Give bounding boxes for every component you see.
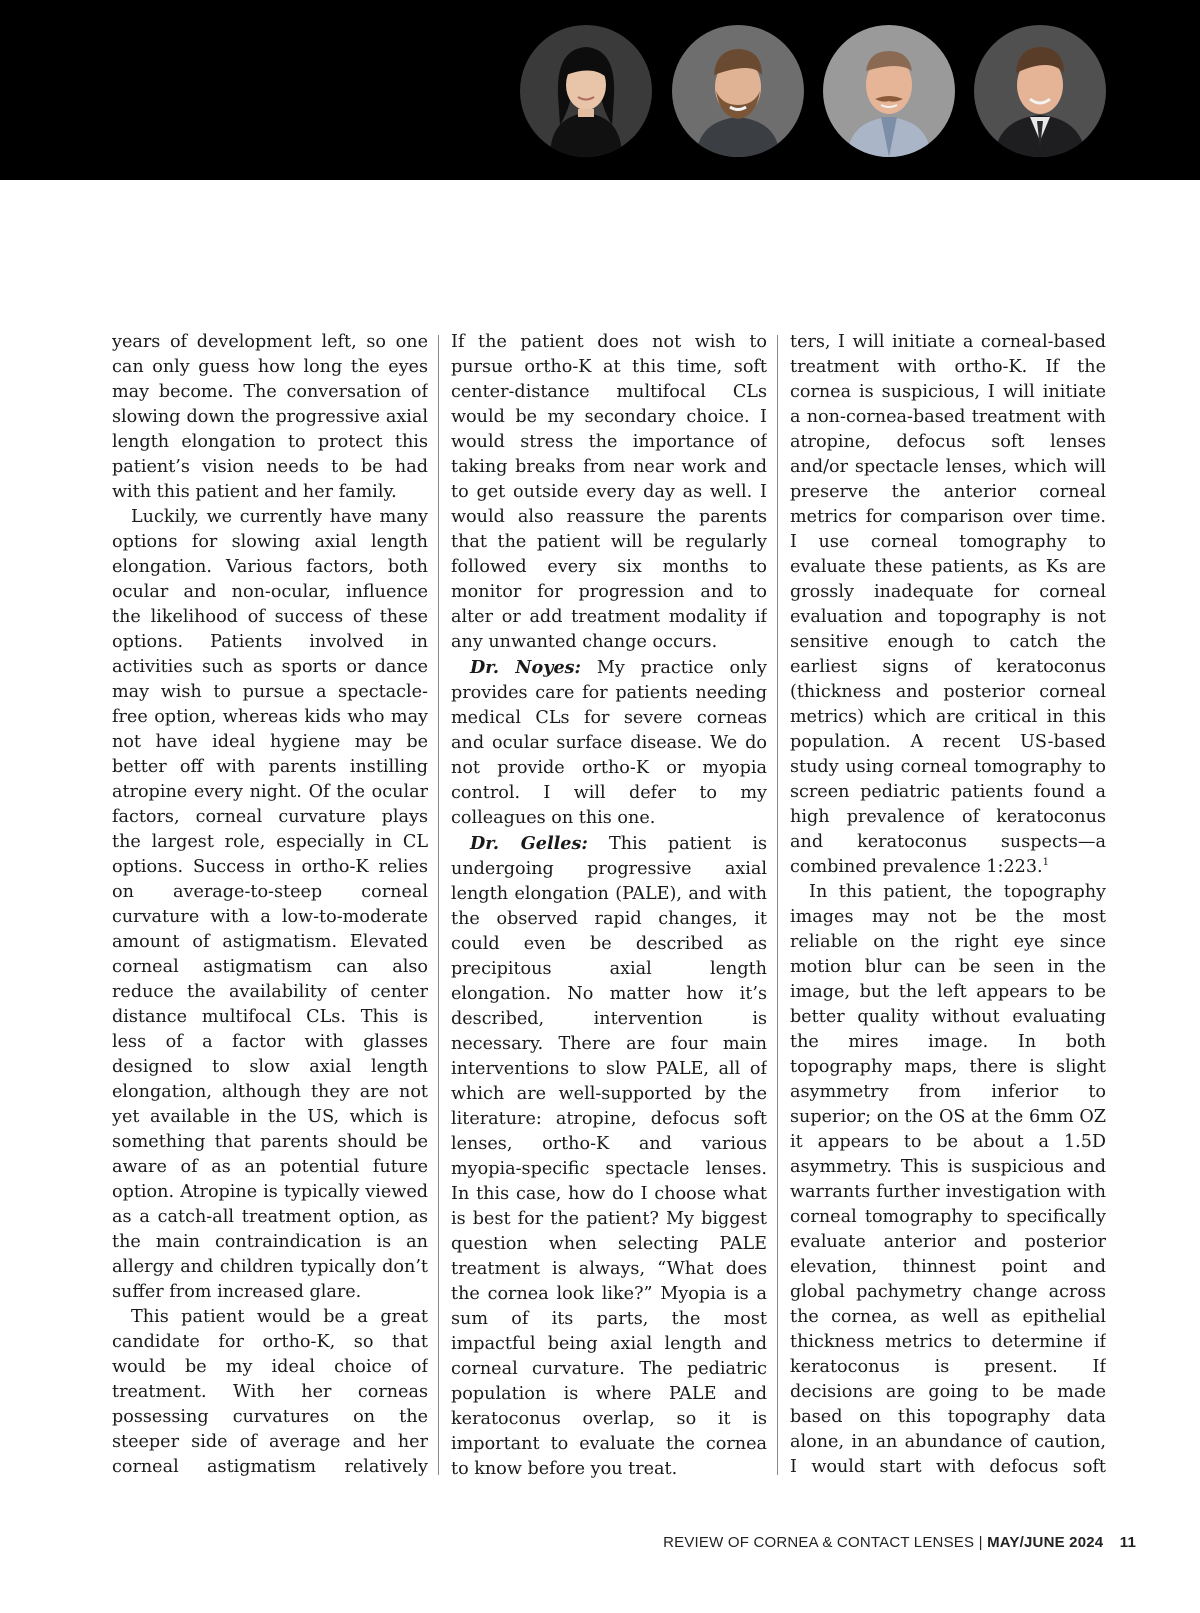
article-column-3 [790, 330, 1106, 1478]
paragraph-text: ters, I will initiate a corneal-based treatment with ortho-K. If the cornea is suspicious, I will initiate a non-cornea-based treatment with atropine, defocus soft lenses and/or spectacle lenses, which will preserve the anterior corneal metrics for comparison over time. I use corneal tomography to evaluate these patients, as Ks are grossly inadequate for corneal evaluation and topography is not sensitive enough to catch the earliest signs of keratoconus (thickness and posterior corneal metrics) which are critical in this population. A recent US-based study using corneal tomography to screen pediatric patients found a high prevalence of keratoconus and keratoconus suspects—a combined prevalence 1:223. [790, 332, 1106, 877]
paragraph: years of development left, so one can only guess how long the eyes may become. The conversation of slowing down the progressive axial length elongation to protect this patient’s vision needs to be had with this patient and her family. [112, 332, 428, 502]
speaker-name: Dr. Noyes: [470, 657, 582, 678]
paragraph [451, 655, 767, 831]
page-footer [663, 1534, 1136, 1551]
portrait-man-beard-image [672, 25, 804, 157]
reference-superscript: 1 [1042, 857, 1050, 869]
article-column-2 [451, 330, 767, 1478]
paragraph-text: My practice only provides care for patients needing medical CLs for severe corneas and ocular surface disease. We do not provide ortho-K or myopia control. I will defer to my colleagues on this one. [451, 658, 767, 828]
paragraph: In this patient, the topography images may not be the most reliable on the right eye since motion blur can be seen in the image, but the left appears to be better quality without evaluating the mires image. In both topography maps, there is slight asymmetry from inferior to superior; on the OS at the 6mm OZ it appears to be about a 1.5D asymmetry. This is suspicious and warrants further investigation with corneal tomography to specifically evaluate anterior and posterior elevation, thinnest point and global pachymetry change across the cornea, as well as epithelial thickness metrics to determine if keratoconus is present. If decisions are going to be made based on this topography data alone, in an abundance of caution, I would start with defocus soft [790, 882, 1106, 1477]
portrait-man-mustache-image [823, 25, 955, 157]
portrait-man-suit [974, 25, 1106, 157]
paragraph [790, 330, 1106, 880]
column-divider [777, 335, 778, 1475]
issue-date: MAY/JUNE 2024 [987, 1534, 1104, 1551]
paragraph: If the patient does not wish to pursue ortho-K at this time, soft center-distance multifocal CLs would be my secondary choice. I would stress the importance of taking breaks from near work and to get outside every day as well. I would also reassure the parents that the patient will be regularly followed every six months to monitor for progression and to alter or add treatment modality if any unwanted change occurs. [451, 332, 767, 652]
page-number: 11 [1119, 1534, 1136, 1551]
portrait-woman [520, 25, 652, 157]
paragraph: This patient would be a great candidate for ortho-K, so that would be my ideal choice of treatment. With her corneas possessing curvatures on the steeper side of average and her corneal astigmatism relatively [112, 1307, 428, 1477]
portrait-woman-image [520, 25, 652, 157]
paragraph: Luckily, we currently have many options for slowing axial length elongation. Various factors, both ocular and non-ocular, influence the likelihood of success of these options. Patients involved in activities such as sports or dance may wish to pursue a spectacle-free option, whereas kids who may not have ideal hygiene may be better off with parents instilling atropine every night. Of the ocular factors, corneal curvature plays the largest role, especially in CL options. Success in ortho-K relies on average-to-steep corneal curvature with a low-to-moderate amount of astigmatism. Elevated corneal astigmatism can also reduce the availability of center distance multifocal CLs. This is less of a factor with glasses designed to slow axial length elongation, although they are not yet available in the US, which is something that parents should be aware of as an potential future option. Atropine is typically viewed as a catch-all treatment option, as the main contraindication is an allergy and children typically don’t suffer from increased glare. [112, 507, 428, 1302]
header-band [0, 0, 1200, 180]
paragraph [451, 831, 767, 1478]
portrait-man-mustache [823, 25, 955, 157]
article-column-1 [112, 330, 428, 1478]
column-divider [438, 335, 439, 1475]
paragraph-text: This patient is undergoing progressive axial length elongation (PALE), and with the observed rapid changes, it could even be described as precipitous axial length elongation. No matter how it’s described, intervention is necessary. There are four main interventions to slow PALE, all of which are well-supported by the literature: atropine, defocus soft lenses, ortho-K and various myopia-specific spectacle lenses. In this case, how do I choose what is best for the patient? My biggest question when selecting PALE treatment is always, “What does the cornea look like?” Myopia is a sum of its parts, the most impactful being axial length and corneal curvature. The pediatric population is where PALE and keratoconus overlap, so it is important to evaluate the cornea to know before you treat. [451, 834, 767, 1478]
speaker-name: Dr. Gelles: [470, 833, 588, 854]
portrait-man-suit-image [974, 25, 1106, 157]
publication-name: REVIEW OF CORNEA & CONTACT LENSES [663, 1534, 975, 1551]
portrait-man-beard [672, 25, 804, 157]
footer-separator: | [978, 1534, 983, 1551]
